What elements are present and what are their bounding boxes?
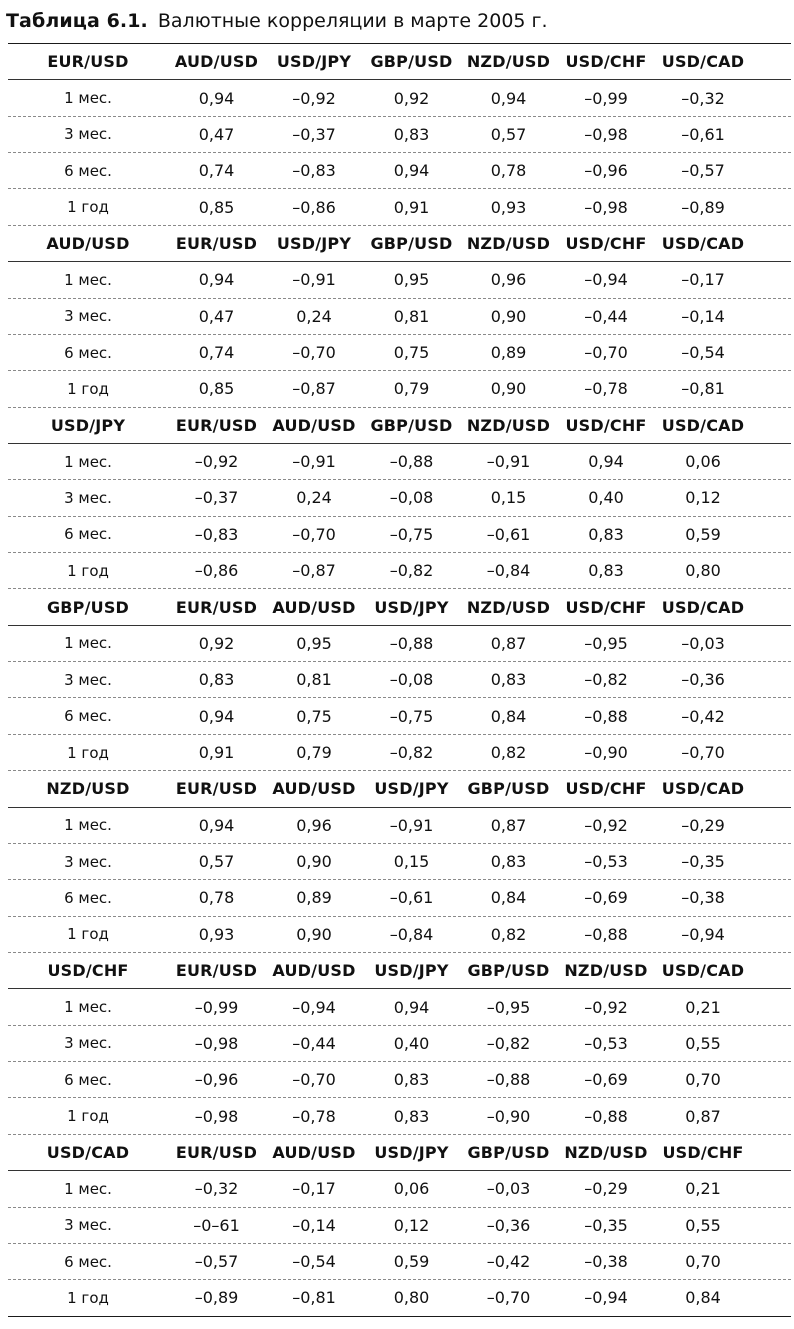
correlation-value: –0,99 bbox=[584, 88, 628, 108]
correlation-value: –0,42 bbox=[681, 706, 725, 726]
correlation-value: 0,80 bbox=[393, 1288, 430, 1308]
correlation-value: –0,91 bbox=[486, 452, 531, 472]
correlation-value: 0,83 bbox=[198, 670, 235, 690]
table-caption bbox=[6, 6, 548, 36]
caption-text: Валютные корреляции в марте 2005 г. bbox=[157, 10, 548, 32]
section-header-row bbox=[8, 226, 791, 262]
correlation-value: 0,94 bbox=[198, 270, 235, 290]
table-row bbox=[8, 626, 791, 662]
correlation-value: 0,92 bbox=[393, 88, 430, 108]
correlation-value: 0,47 bbox=[198, 306, 235, 326]
correlation-value: –0,36 bbox=[681, 670, 725, 690]
pair-column-header: GBP/USD bbox=[467, 961, 550, 981]
pair-column-header: USD/CHF bbox=[565, 233, 647, 253]
correlation-value: 0,81 bbox=[393, 306, 430, 326]
pair-column-header: USD/CAD bbox=[661, 779, 745, 799]
correlation-value: –0,08 bbox=[389, 488, 434, 508]
correlation-value: 0,12 bbox=[393, 1215, 430, 1235]
correlation-value: 0,57 bbox=[490, 124, 527, 144]
correlation-value: –0,57 bbox=[681, 161, 725, 181]
correlation-value: 0,93 bbox=[198, 924, 235, 944]
correlation-value: –0,78 bbox=[584, 379, 628, 399]
caption-label: Таблица 6.1. bbox=[6, 10, 148, 32]
pair-column-header: NZD/USD bbox=[466, 52, 551, 72]
pair-column-header: USD/CHF bbox=[565, 415, 647, 435]
correlation-value: 0,40 bbox=[588, 488, 624, 508]
period-label: 1 год bbox=[67, 743, 109, 762]
correlation-value: 0,94 bbox=[198, 815, 235, 835]
correlation-value: 0,74 bbox=[198, 343, 235, 363]
correlation-value: –0,53 bbox=[584, 1033, 628, 1053]
pair-column-header: NZD/USD bbox=[564, 1142, 648, 1162]
base-pair-header: AUD/USD bbox=[46, 233, 130, 253]
table-row bbox=[8, 517, 791, 553]
correlation-value: –0,54 bbox=[681, 343, 725, 363]
period-label: 1 мес. bbox=[64, 452, 112, 471]
correlation-value: 0,90 bbox=[490, 306, 527, 326]
pair-column-header: NZD/USD bbox=[466, 233, 551, 253]
correlation-value: –0,61 bbox=[486, 524, 531, 544]
pair-column-header: USD/CAD bbox=[661, 961, 745, 981]
correlation-value: 0,21 bbox=[685, 997, 721, 1017]
correlation-value: –0,98 bbox=[194, 1033, 239, 1053]
table-row bbox=[8, 444, 791, 480]
correlation-value: 0,06 bbox=[685, 452, 721, 472]
correlation-value: –0,83 bbox=[292, 161, 336, 181]
correlation-value: –0,88 bbox=[584, 1106, 628, 1126]
correlation-value: 0,83 bbox=[393, 124, 430, 144]
correlation-value: –0,88 bbox=[486, 1070, 531, 1090]
correlation-value: –0,69 bbox=[584, 1070, 628, 1090]
correlation-value: –0,91 bbox=[292, 270, 336, 290]
period-label: 3 мес. bbox=[64, 670, 112, 689]
correlation-value: 0,94 bbox=[490, 88, 527, 108]
period-label: 6 мес. bbox=[64, 343, 112, 362]
correlation-value: –0,81 bbox=[292, 1288, 336, 1308]
correlation-value: 0,12 bbox=[685, 488, 721, 508]
correlation-value: –0,96 bbox=[194, 1070, 239, 1090]
correlation-value: 0,87 bbox=[490, 815, 527, 835]
period-label: 6 мес. bbox=[64, 525, 112, 544]
correlation-value: 0,21 bbox=[685, 1179, 721, 1199]
correlation-value: 0,85 bbox=[198, 379, 235, 399]
correlation-value: 0,96 bbox=[490, 270, 527, 290]
period-label: 1 мес. bbox=[64, 998, 112, 1017]
pair-column-header: USD/CAD bbox=[661, 233, 745, 253]
correlation-value: –0,70 bbox=[681, 743, 725, 762]
base-pair-header: GBP/USD bbox=[46, 597, 130, 617]
correlation-value: 0,57 bbox=[198, 852, 235, 872]
correlation-value: –0,44 bbox=[584, 306, 628, 326]
period-label: 3 мес. bbox=[64, 125, 112, 144]
base-pair-header: NZD/USD bbox=[46, 779, 130, 799]
section-header-row bbox=[8, 44, 791, 80]
correlation-value: 0,47 bbox=[198, 124, 235, 144]
correlation-value: 0,24 bbox=[296, 306, 332, 326]
table-row bbox=[8, 153, 791, 189]
correlation-value: –0,75 bbox=[389, 524, 434, 544]
correlation-table bbox=[8, 43, 791, 1317]
correlation-value: –0,36 bbox=[486, 1215, 531, 1235]
correlation-value: –0,82 bbox=[486, 1033, 531, 1053]
pair-column-header: GBP/USD bbox=[370, 233, 453, 253]
table-row bbox=[8, 880, 791, 916]
table-row bbox=[8, 189, 791, 225]
pair-column-header: AUD/USD bbox=[272, 779, 356, 799]
correlation-value: 0,92 bbox=[198, 633, 235, 653]
correlation-value: –0,70 bbox=[292, 1070, 336, 1090]
correlation-value: –0,87 bbox=[292, 561, 336, 581]
correlation-value: –0,89 bbox=[681, 197, 725, 217]
pair-column-header: EUR/USD bbox=[175, 779, 258, 799]
correlation-value: 0,95 bbox=[393, 270, 430, 290]
correlation-value: –0,91 bbox=[292, 452, 336, 472]
table-row bbox=[8, 1171, 791, 1207]
correlation-value: –0,70 bbox=[584, 343, 628, 363]
correlation-value: 0,75 bbox=[296, 706, 332, 726]
correlation-value: –0,03 bbox=[681, 633, 725, 653]
correlation-value: 0,79 bbox=[296, 743, 332, 762]
correlation-value: –0,44 bbox=[292, 1033, 336, 1053]
correlation-value: –0,75 bbox=[389, 706, 434, 726]
correlation-value: –0,92 bbox=[584, 997, 628, 1017]
correlation-value: 0,40 bbox=[393, 1033, 430, 1053]
pair-column-header: USD/CHF bbox=[565, 52, 647, 72]
correlation-value: –0,57 bbox=[194, 1252, 239, 1272]
correlation-value: 0,87 bbox=[490, 633, 527, 653]
period-label: 1 мес. bbox=[64, 634, 112, 653]
correlation-value: –0,92 bbox=[584, 815, 628, 835]
pair-column-header: USD/CAD bbox=[661, 415, 745, 435]
table-row bbox=[8, 117, 791, 153]
correlation-value: –0,82 bbox=[389, 743, 434, 762]
correlation-value: –0,95 bbox=[486, 997, 531, 1017]
correlation-value: –0,84 bbox=[389, 924, 434, 944]
correlation-value: 0,85 bbox=[198, 197, 235, 217]
pair-column-header: USD/CHF bbox=[662, 1142, 744, 1162]
table-row bbox=[8, 299, 791, 335]
correlation-value: –0,81 bbox=[681, 379, 725, 399]
period-label: 1 год bbox=[67, 1107, 109, 1126]
pair-column-header: AUD/USD bbox=[272, 597, 356, 617]
correlation-value: –0,37 bbox=[194, 488, 239, 508]
period-label: 3 мес. bbox=[64, 1034, 112, 1053]
period-label: 1 мес. bbox=[64, 1179, 112, 1198]
correlation-value: 0,90 bbox=[296, 924, 332, 944]
period-label: 1 год bbox=[67, 379, 109, 398]
pair-column-header: AUD/USD bbox=[272, 1142, 356, 1162]
pair-column-header: GBP/USD bbox=[467, 1142, 550, 1162]
correlation-value: 0,82 bbox=[490, 743, 527, 762]
section-header-row bbox=[8, 771, 791, 807]
correlation-value: –0,88 bbox=[389, 452, 434, 472]
correlation-value: 0,87 bbox=[685, 1106, 721, 1126]
pair-column-header: GBP/USD bbox=[467, 779, 550, 799]
pair-column-header: AUD/USD bbox=[272, 961, 356, 981]
period-label: 1 год bbox=[67, 925, 109, 944]
correlation-value: –0,94 bbox=[584, 270, 628, 290]
table-row bbox=[8, 808, 791, 844]
pair-column-header: USD/CAD bbox=[661, 52, 745, 72]
correlation-value: –0,82 bbox=[584, 670, 628, 690]
correlation-value: 0,83 bbox=[393, 1106, 430, 1126]
correlation-value: –0,37 bbox=[292, 124, 336, 144]
correlation-value: –0,42 bbox=[486, 1252, 531, 1272]
correlation-value: 0,15 bbox=[490, 488, 527, 508]
correlation-value: –0,32 bbox=[681, 88, 725, 108]
correlation-value: –0,98 bbox=[194, 1106, 239, 1126]
pair-column-header: AUD/USD bbox=[272, 415, 356, 435]
pair-column-header: EUR/USD bbox=[175, 415, 258, 435]
pair-column-header: EUR/USD bbox=[175, 597, 258, 617]
correlation-value: –0,14 bbox=[681, 306, 725, 326]
correlation-value: –0,14 bbox=[292, 1215, 336, 1235]
correlation-value: –0,61 bbox=[389, 888, 434, 908]
correlation-value: 0,81 bbox=[296, 670, 332, 690]
correlation-value: 0,15 bbox=[393, 852, 430, 872]
correlation-value: –0,88 bbox=[584, 706, 628, 726]
correlation-value: 0,94 bbox=[393, 161, 430, 181]
correlation-value: 0,94 bbox=[588, 452, 624, 472]
table-row bbox=[8, 1098, 791, 1134]
correlation-value: –0,70 bbox=[292, 524, 336, 544]
pair-column-header: USD/CHF bbox=[565, 597, 647, 617]
pair-column-header: EUR/USD bbox=[175, 1142, 258, 1162]
table-row bbox=[8, 735, 791, 771]
correlation-value: –0,90 bbox=[584, 743, 628, 762]
table-row bbox=[8, 553, 791, 589]
correlation-value: 0,89 bbox=[490, 343, 527, 363]
correlation-value: 0,59 bbox=[685, 524, 721, 544]
correlation-value: –0,88 bbox=[584, 924, 628, 944]
correlation-value: –0,94 bbox=[681, 924, 725, 944]
correlation-value: –0,94 bbox=[292, 997, 336, 1017]
table-row bbox=[8, 1062, 791, 1098]
correlation-value: –0,82 bbox=[389, 561, 434, 581]
table-row bbox=[8, 371, 791, 407]
correlation-value: 0,89 bbox=[296, 888, 332, 908]
section-header-row bbox=[8, 589, 791, 625]
pair-column-header: NZD/USD bbox=[466, 597, 551, 617]
pair-column-header: USD/JPY bbox=[276, 233, 352, 253]
correlation-value: –0,54 bbox=[292, 1252, 336, 1272]
correlation-value: –0,94 bbox=[584, 1288, 628, 1308]
period-label: 6 мес. bbox=[64, 161, 112, 180]
table-row bbox=[8, 698, 791, 734]
correlation-value: –0,89 bbox=[194, 1288, 239, 1308]
base-pair-header: USD/JPY bbox=[50, 415, 126, 435]
table-row bbox=[8, 844, 791, 880]
correlation-value: –0,32 bbox=[194, 1179, 239, 1199]
correlation-value: –0,91 bbox=[389, 815, 434, 835]
correlation-value: 0,83 bbox=[588, 524, 624, 544]
correlation-value: 0,90 bbox=[296, 852, 332, 872]
table-row bbox=[8, 480, 791, 516]
correlation-value: –0,96 bbox=[584, 161, 628, 181]
section-header-row bbox=[8, 953, 791, 989]
table-row bbox=[8, 1280, 791, 1316]
base-pair-header: USD/CHF bbox=[47, 961, 129, 981]
table-row bbox=[8, 662, 791, 698]
correlation-value: –0,92 bbox=[292, 88, 336, 108]
correlation-value: –0,98 bbox=[584, 197, 628, 217]
correlation-value: –0,78 bbox=[292, 1106, 336, 1126]
pair-column-header: GBP/USD bbox=[370, 52, 453, 72]
correlation-value: 0,80 bbox=[685, 561, 721, 581]
correlation-value: 0,90 bbox=[490, 379, 527, 399]
table-row bbox=[8, 335, 791, 371]
pair-column-header: GBP/USD bbox=[370, 415, 453, 435]
period-label: 3 мес. bbox=[64, 852, 112, 871]
period-label: 1 год bbox=[67, 1288, 109, 1307]
correlation-value: –0,35 bbox=[584, 1215, 628, 1235]
correlation-value: –0,61 bbox=[681, 124, 725, 144]
pair-column-header: USD/JPY bbox=[374, 597, 449, 617]
correlation-value: –0,88 bbox=[389, 633, 434, 653]
pair-column-header: USD/JPY bbox=[374, 1142, 449, 1162]
base-pair-header: EUR/USD bbox=[47, 52, 129, 72]
correlation-value: 0,55 bbox=[685, 1215, 721, 1235]
pair-column-header: AUD/USD bbox=[174, 52, 259, 72]
pair-column-header: USD/JPY bbox=[374, 779, 449, 799]
correlation-value: 0,79 bbox=[393, 379, 430, 399]
table-row bbox=[8, 80, 791, 116]
correlation-value: –0,84 bbox=[486, 561, 531, 581]
period-label: 3 мес. bbox=[64, 1216, 112, 1235]
correlation-value: –0,83 bbox=[194, 524, 239, 544]
pair-column-header: EUR/USD bbox=[175, 961, 258, 981]
correlation-value: 0,74 bbox=[198, 161, 235, 181]
table-row bbox=[8, 989, 791, 1025]
correlation-value: 0,84 bbox=[490, 706, 527, 726]
correlation-value: 0,82 bbox=[490, 924, 527, 944]
correlation-value: 0,96 bbox=[296, 815, 332, 835]
correlation-value: 0,83 bbox=[490, 852, 527, 872]
pair-column-header: USD/CAD bbox=[661, 597, 745, 617]
correlation-value: 0,55 bbox=[685, 1033, 721, 1053]
period-label: 6 мес. bbox=[64, 1070, 112, 1089]
period-label: 6 мес. bbox=[64, 888, 112, 907]
period-label: 6 мес. bbox=[64, 707, 112, 726]
pair-column-header: USD/CHF bbox=[565, 779, 647, 799]
table-row bbox=[8, 1208, 791, 1244]
correlation-value: –0,53 bbox=[584, 852, 628, 872]
correlation-value: 0,59 bbox=[393, 1252, 430, 1272]
section-header-row bbox=[8, 408, 791, 444]
correlation-value: –0,86 bbox=[194, 561, 239, 581]
period-label: 1 мес. bbox=[64, 89, 112, 108]
correlation-value: –0,95 bbox=[584, 633, 628, 653]
correlation-value: 0,84 bbox=[490, 888, 527, 908]
correlation-value: –0,69 bbox=[584, 888, 628, 908]
correlation-value: –0–61 bbox=[193, 1215, 240, 1235]
base-pair-header: USD/CAD bbox=[46, 1142, 130, 1162]
correlation-value: 0,83 bbox=[393, 1070, 430, 1090]
correlation-value: 0,70 bbox=[685, 1070, 721, 1090]
table-row bbox=[8, 262, 791, 298]
pair-column-header: NZD/USD bbox=[466, 415, 551, 435]
table-row bbox=[8, 917, 791, 953]
correlation-value: –0,38 bbox=[681, 888, 725, 908]
table-row bbox=[8, 1026, 791, 1062]
correlation-value: –0,35 bbox=[681, 852, 725, 872]
correlation-value: –0,70 bbox=[486, 1288, 531, 1308]
correlation-value: –0,03 bbox=[486, 1179, 531, 1199]
period-label: 1 мес. bbox=[64, 270, 112, 289]
correlation-value: 0,06 bbox=[393, 1179, 430, 1199]
pair-column-header: NZD/USD bbox=[564, 961, 648, 981]
correlation-value: 0,70 bbox=[685, 1252, 721, 1272]
correlation-value: –0,98 bbox=[584, 124, 628, 144]
pair-column-header: USD/JPY bbox=[276, 52, 352, 72]
correlation-value: –0,29 bbox=[681, 815, 725, 835]
correlation-value: –0,86 bbox=[292, 197, 336, 217]
period-label: 6 мес. bbox=[64, 1252, 112, 1271]
correlation-value: –0,99 bbox=[194, 997, 239, 1017]
correlation-value: –0,70 bbox=[292, 343, 336, 363]
correlation-value: 0,91 bbox=[393, 197, 430, 217]
correlation-value: –0,87 bbox=[292, 379, 336, 399]
pair-column-header: USD/JPY bbox=[374, 961, 449, 981]
correlation-value: 0,83 bbox=[490, 670, 527, 690]
correlation-value: –0,17 bbox=[292, 1179, 336, 1199]
correlation-value: 0,91 bbox=[198, 743, 235, 762]
correlation-value: –0,17 bbox=[681, 270, 725, 290]
period-label: 3 мес. bbox=[64, 488, 112, 507]
correlation-value: 0,75 bbox=[393, 343, 430, 363]
correlation-value: 0,24 bbox=[296, 488, 332, 508]
period-label: 3 мес. bbox=[64, 307, 112, 326]
correlation-value: 0,84 bbox=[685, 1288, 721, 1308]
period-label: 1 год bbox=[67, 198, 109, 217]
correlation-value: 0,95 bbox=[296, 633, 332, 653]
table-row bbox=[8, 1244, 791, 1280]
correlation-value: –0,90 bbox=[486, 1106, 531, 1126]
correlation-value: –0,08 bbox=[389, 670, 434, 690]
correlation-value: –0,29 bbox=[584, 1179, 628, 1199]
correlation-value: 0,94 bbox=[198, 706, 235, 726]
correlation-value: 0,83 bbox=[588, 561, 624, 581]
correlation-value: 0,78 bbox=[490, 161, 527, 181]
section-header-row bbox=[8, 1135, 791, 1171]
correlation-value: –0,92 bbox=[194, 452, 239, 472]
period-label: 1 мес. bbox=[64, 816, 112, 835]
correlation-value: 0,94 bbox=[198, 88, 235, 108]
correlation-value: 0,93 bbox=[490, 197, 527, 217]
correlation-value: –0,38 bbox=[584, 1252, 628, 1272]
correlation-value: 0,94 bbox=[393, 997, 430, 1017]
period-label: 1 год bbox=[67, 561, 109, 580]
pair-column-header: EUR/USD bbox=[175, 233, 258, 253]
correlation-value: 0,78 bbox=[198, 888, 235, 908]
